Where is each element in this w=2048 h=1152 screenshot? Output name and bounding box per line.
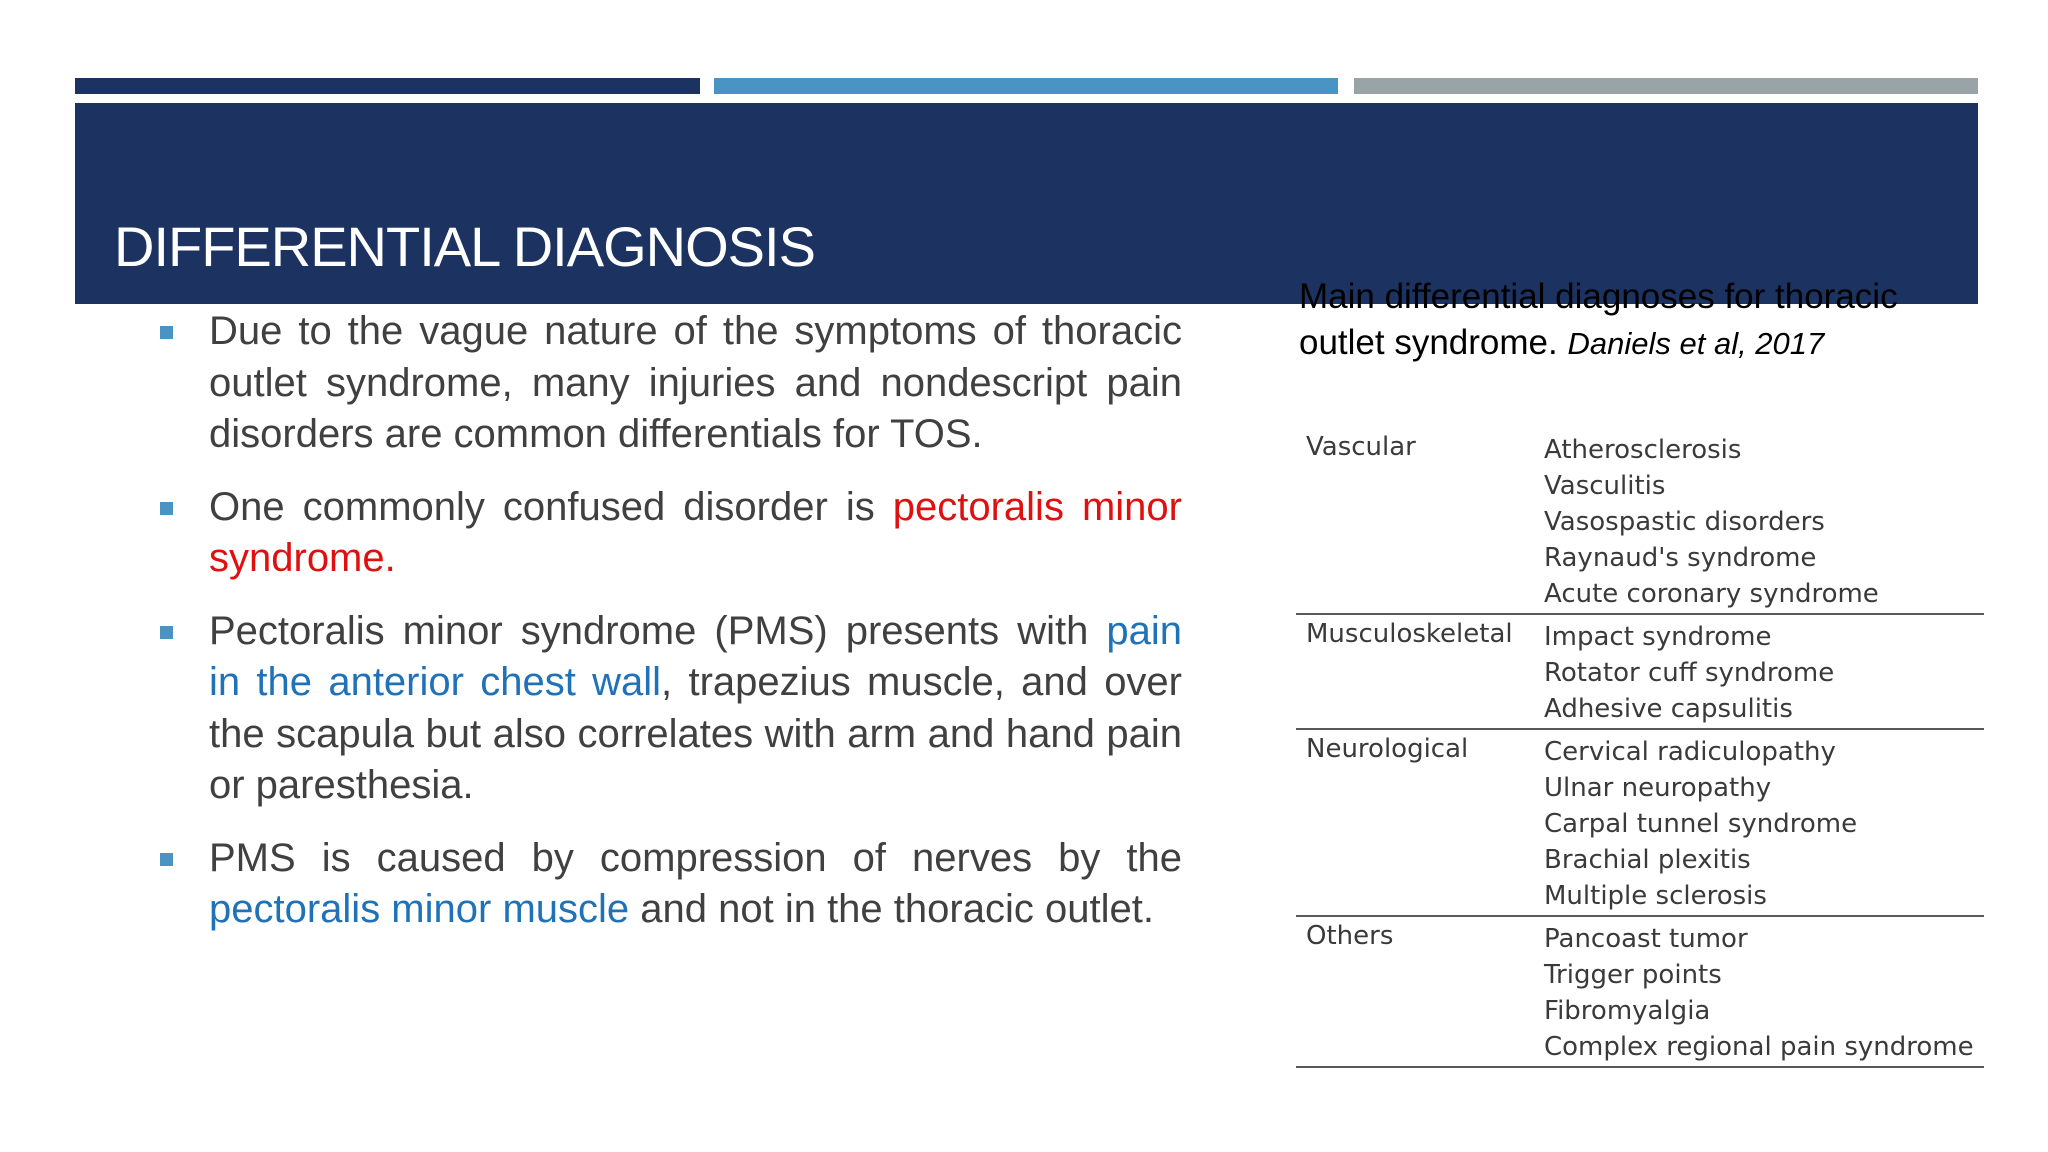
header-stripe-blue	[714, 78, 1338, 94]
category-cell: Others	[1306, 921, 1394, 951]
diagnosis-item: Carpal tunnel syndrome	[1544, 809, 1858, 839]
diagnosis-item: Vasospastic disorders	[1544, 507, 1825, 537]
slide-title: DIFFERENTIAL DIAGNOSIS	[114, 215, 815, 278]
diagnosis-item: Complex regional pain syndrome	[1544, 1032, 1974, 1062]
table-row	[1296, 916, 1984, 1067]
caption-text: Main differential diagnoses for thoracic outlet syndrome.	[1299, 277, 1898, 362]
diagnosis-list-cell	[1544, 614, 1984, 729]
bullet-text: One commonly confused disorder is	[209, 484, 893, 529]
diagnosis-item: Raynaud's syndrome	[1544, 543, 1817, 573]
bullet-square-icon	[160, 626, 173, 639]
diagnosis-item: Acute coronary syndrome	[1544, 579, 1879, 609]
bullet-text: Pectoralis minor syndrome (PMS) presents with	[209, 608, 1107, 653]
bullet-item	[158, 306, 1182, 461]
diagnosis-item: Cervical radiculopathy	[1544, 737, 1836, 767]
category-cell: Vascular	[1306, 432, 1416, 462]
diagnosis-item: Fibromyalgia	[1544, 996, 1711, 1026]
category-cell: Musculoskeletal	[1306, 619, 1513, 649]
table-row	[1296, 614, 1984, 729]
bullet-highlight-blue: pectoralis minor muscle	[209, 887, 630, 931]
caption-citation: Daniels et al, 2017	[1567, 326, 1825, 361]
bullet-item	[158, 606, 1182, 812]
diagnosis-item: Trigger points	[1544, 960, 1722, 990]
diagnosis-list-cell	[1544, 729, 1984, 916]
bullet-square-icon	[160, 853, 173, 866]
bullet-text: and not in the thoracic outlet.	[629, 887, 1154, 931]
bullet-square-icon	[160, 502, 173, 515]
diagnosis-list-cell	[1544, 916, 1984, 1067]
bullet-text: , trapezius muscle, and over the scapula but also correlates with arm and hand pain or paresthesia.	[209, 660, 1182, 807]
diagnosis-item: Rotator cuff syndrome	[1544, 658, 1835, 688]
diagnosis-item: Adhesive capsulitis	[1544, 694, 1793, 724]
bullet-highlight-blue: pain in the anterior chest wall	[209, 608, 1182, 704]
bullet-item	[158, 833, 1182, 936]
diagnosis-item: Brachial plexitis	[1544, 845, 1751, 875]
header-stripe-navy	[75, 78, 700, 94]
diagnosis-item: Impact syndrome	[1544, 622, 1772, 652]
bullet-square-icon	[160, 326, 173, 339]
table-row	[1296, 729, 1984, 916]
table-row	[1296, 428, 1984, 614]
diagnosis-item: Atherosclerosis	[1544, 435, 1742, 465]
category-cell: Neurological	[1306, 734, 1469, 764]
table-caption	[1299, 274, 1979, 367]
header-stripe-gray	[1354, 78, 1978, 94]
bullet-list	[158, 306, 1182, 957]
differential-diagnosis-table	[1296, 428, 1984, 1068]
bullet-text: Due to the vague nature of the symptoms of thoracic outlet syndrome, many injuries and nondescript pain disorders are common differentials for TOS.	[209, 309, 1182, 456]
diagnosis-item: Multiple sclerosis	[1544, 881, 1767, 911]
diagnosis-list-cell	[1544, 428, 1984, 614]
bullet-highlight-red: pectoralis minor syndrome.	[209, 484, 1182, 580]
diagnosis-item: Pancoast tumor	[1544, 924, 1748, 954]
diagnosis-item: Vasculitis	[1544, 471, 1666, 501]
bullet-item	[158, 482, 1182, 585]
bullet-text: PMS is caused by compression of nerves by the	[209, 835, 1182, 880]
diagnosis-item: Ulnar neuropathy	[1544, 773, 1772, 803]
